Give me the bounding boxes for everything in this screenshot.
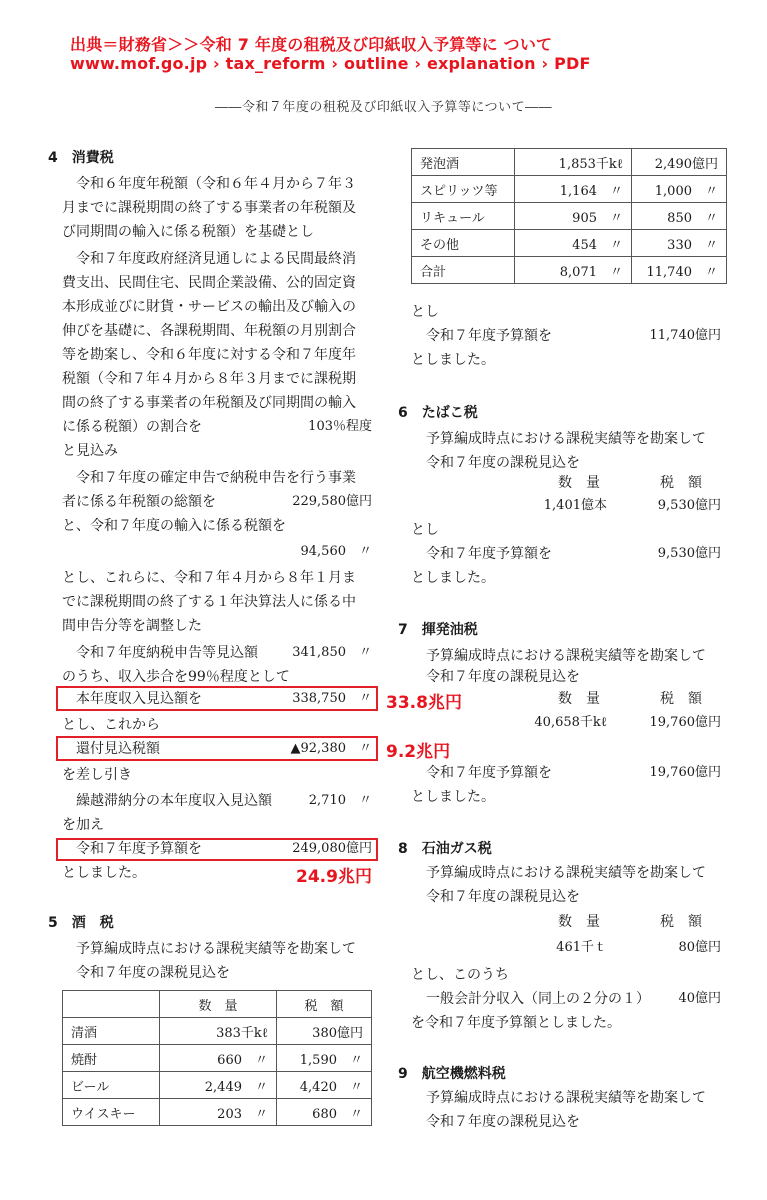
- table-cell: 発泡酒: [412, 149, 515, 176]
- text-line: 月までに課税期間の終了する事業者の年税額及: [62, 200, 356, 216]
- text-line: のうち、収入歩合を99％程度として: [62, 669, 290, 685]
- text-line: 還付見込税額: [76, 741, 160, 757]
- table-row: [412, 149, 727, 176]
- text-line: 費支出、民間住宅、民間企業設備、公的固定資: [62, 275, 356, 291]
- table-cell: ウイスキー: [63, 1099, 160, 1126]
- value-gasoline-tax: 19,760億円: [649, 715, 721, 730]
- page-header: ――令和７年度の租税及び印紙収入予算等について――: [214, 100, 553, 115]
- table-row: [63, 1072, 372, 1099]
- value-liquor-budget: 11,740億円: [649, 328, 721, 343]
- value-lpg-tax: 80億円: [678, 940, 721, 955]
- table-cell: 11,740 〃: [632, 257, 727, 284]
- text-line: 予算編成時点における課税実績等を勘案して: [426, 431, 706, 447]
- text-line: 令和７年度の課税見込を: [76, 965, 230, 981]
- section-6-title: 6 たばこ税: [398, 405, 478, 421]
- text-line: 本形成並びに財貨・サービスの輸出及び輸入の: [62, 299, 356, 315]
- value-gasoline-quantity: 40,658千kℓ: [534, 715, 607, 730]
- table-cell: スピリッツ等: [412, 176, 515, 203]
- col-header-quantity: 数 量: [558, 691, 600, 707]
- section-9-title: 9 航空機燃料税: [398, 1066, 506, 1082]
- text-line: 令和６年度年税額（令和６年４月から７年３: [76, 176, 356, 192]
- text-line: としました。: [411, 570, 495, 586]
- table-row: [412, 176, 727, 203]
- value-gasoline-budget: 19,760億円: [649, 765, 721, 780]
- text-line: 等を勘案し、令和６年度に対する令和７年度年: [62, 347, 356, 363]
- col-header-tax: 税 額: [660, 914, 702, 930]
- text-line: としました。: [411, 789, 495, 805]
- value-budget: 249,080億円: [292, 841, 372, 856]
- text-line: 令和７年度予算額を: [426, 546, 552, 562]
- value-ratio: 103％程度: [308, 419, 372, 434]
- text-line: 一般会計分収入（同上の２分の１）: [426, 991, 650, 1007]
- text-line: 本年度収入見込額を: [76, 691, 202, 707]
- section-7-title: 7 揮発油税: [398, 622, 478, 638]
- text-line: 予算編成時点における課税実績等を勘案して: [426, 648, 706, 664]
- text-line: 令和７年度の課税見込を: [426, 1114, 580, 1130]
- table-row-total: [412, 257, 727, 284]
- text-line: とし、これらに、令和７年４月から８年１月ま: [62, 570, 356, 586]
- table-cell: 203 〃: [160, 1099, 277, 1126]
- col-header-quantity: 数 量: [558, 914, 600, 930]
- text-line: とし、このうち: [411, 967, 509, 983]
- table-cell: ビール: [63, 1072, 160, 1099]
- text-line: とし: [411, 522, 439, 538]
- table-cell: [63, 991, 160, 1018]
- table-cell: 焼酎: [63, 1045, 160, 1072]
- text-line: 令和７年度納税申告等見込額: [76, 645, 258, 661]
- text-line: 令和７年度の課税見込を: [426, 455, 580, 471]
- table-cell: 454 〃: [515, 230, 632, 257]
- text-line: 令和７年度政府経済見通しによる民間最終消: [76, 251, 356, 267]
- liquor-tax-table-part1: [62, 990, 372, 1126]
- table-row: [63, 1099, 372, 1126]
- table-cell: 850 〃: [632, 203, 727, 230]
- annotation-budget: 24.9兆円: [296, 867, 372, 887]
- text-line: 令和７年度の確定申告で納税申告を行う事業: [76, 470, 356, 486]
- col-header-tax: 税 額: [660, 475, 702, 491]
- col-header-quantity: 数 量: [558, 475, 600, 491]
- section-4-title: 4 消費税: [48, 150, 114, 166]
- value-refund: ▲92,380 〃: [290, 741, 372, 756]
- table-row: [412, 230, 727, 257]
- table-cell: 清酒: [63, 1018, 160, 1045]
- table-cell: 1,853千kℓ: [515, 149, 632, 176]
- table-row: [412, 203, 727, 230]
- text-line: 者に係る年税額の総額を: [62, 494, 216, 510]
- table-cell: 1,000 〃: [632, 176, 727, 203]
- liquor-tax-table-part2: [411, 148, 727, 284]
- annotation-refund: 9.2兆円: [386, 742, 451, 762]
- text-line: 間申告分等を調整した: [62, 618, 202, 634]
- table-row: [63, 1045, 372, 1072]
- value-filing-estimate: 341,850 〃: [292, 645, 372, 660]
- text-line: 予算編成時点における課税実績等を勘案して: [426, 865, 706, 881]
- text-line: とし、これから: [62, 717, 160, 733]
- section-8-title: 8 石油ガス税: [398, 841, 492, 857]
- table-cell: 1,164 〃: [515, 176, 632, 203]
- text-line: 予算編成時点における課税実績等を勘案して: [76, 941, 356, 957]
- annotation-current-year: 33.8兆円: [386, 693, 462, 713]
- table-cell: 2,449 〃: [160, 1072, 277, 1099]
- value-tobacco-tax: 9,530億円: [657, 498, 721, 513]
- source-url: www.mof.go.jp › tax_reform › outline › explanation › PDF: [70, 54, 591, 73]
- table-cell: 合計: [412, 257, 515, 284]
- text-line: 令和７年度の課税見込を: [426, 889, 580, 905]
- section-5-title: 5 酒 税: [48, 915, 114, 931]
- text-line: としました。: [411, 352, 495, 368]
- value-lpg-general: 40億円: [678, 991, 721, 1006]
- value-tobacco-quantity: 1,401億本: [543, 498, 607, 513]
- table-header-quantity: 数 量: [160, 991, 277, 1018]
- value-current-year: 338,750 〃: [292, 691, 372, 706]
- text-line: を令和７年度予算額としました。: [411, 1015, 621, 1031]
- text-line: と、令和７年度の輸入に係る税額を: [62, 518, 286, 534]
- text-line: 令和７年度予算額を: [76, 841, 202, 857]
- text-line: を差し引き: [62, 767, 132, 783]
- value-carryover: 2,710 〃: [308, 793, 372, 808]
- col-header-tax: 税 額: [660, 691, 702, 707]
- value-lpg-quantity: 461千ｔ: [556, 940, 607, 955]
- text-line: 税額（令和７年４月から８年３月までに課税期: [62, 371, 356, 387]
- text-line: と見込み: [62, 443, 118, 459]
- text-line: 令和７年度予算額を: [426, 328, 552, 344]
- table-header-row: [63, 991, 372, 1018]
- table-cell: 905 〃: [515, 203, 632, 230]
- text-line: び同期間の輸入に係る税額）を基礎とし: [62, 224, 314, 240]
- text-line: 予算編成時点における課税実績等を勘案して: [426, 1090, 706, 1106]
- text-line: としました。: [62, 865, 146, 881]
- table-cell: 2,490億円: [632, 149, 727, 176]
- table-cell: リキュール: [412, 203, 515, 230]
- text-line: でに課税期間の終了する１年決算法人に係る中: [62, 594, 356, 610]
- text-line: を加え: [62, 817, 104, 833]
- table-cell: 330 〃: [632, 230, 727, 257]
- table-cell: 4,420 〃: [277, 1072, 372, 1099]
- value-import-tax: 94,560 〃: [300, 544, 372, 559]
- value-tobacco-budget: 9,530億円: [657, 546, 721, 561]
- table-cell: 680 〃: [277, 1099, 372, 1126]
- table-cell: 383千kℓ: [160, 1018, 277, 1045]
- text-line: 令和７年度予算額を: [426, 765, 552, 781]
- table-cell: 660 〃: [160, 1045, 277, 1072]
- text-line: 繰越滞納分の本年度収入見込額: [76, 793, 272, 809]
- text-line: 令和７年度の課税見込を: [426, 669, 580, 685]
- text-line: に係る税額）の割合を: [62, 419, 202, 435]
- table-cell: 8,071 〃: [515, 257, 632, 284]
- table-row: [63, 1018, 372, 1045]
- text-line: 伸びを基礎に、各課税期間、年税額の月別割合: [62, 323, 356, 339]
- value-annual-total: 229,580億円: [292, 494, 372, 509]
- table-cell: その他: [412, 230, 515, 257]
- table-cell: 1,590 〃: [277, 1045, 372, 1072]
- source-title: 出典＝財務省＞＞令和 7 年度の租税及び印紙収入予算等に ついて: [70, 35, 553, 54]
- table-cell: 380億円: [277, 1018, 372, 1045]
- text-line: 間の終了する事業者の年税額及び同期間の輸入: [62, 395, 356, 411]
- table-header-tax: 税 額: [277, 991, 372, 1018]
- text-line: とし: [411, 304, 439, 320]
